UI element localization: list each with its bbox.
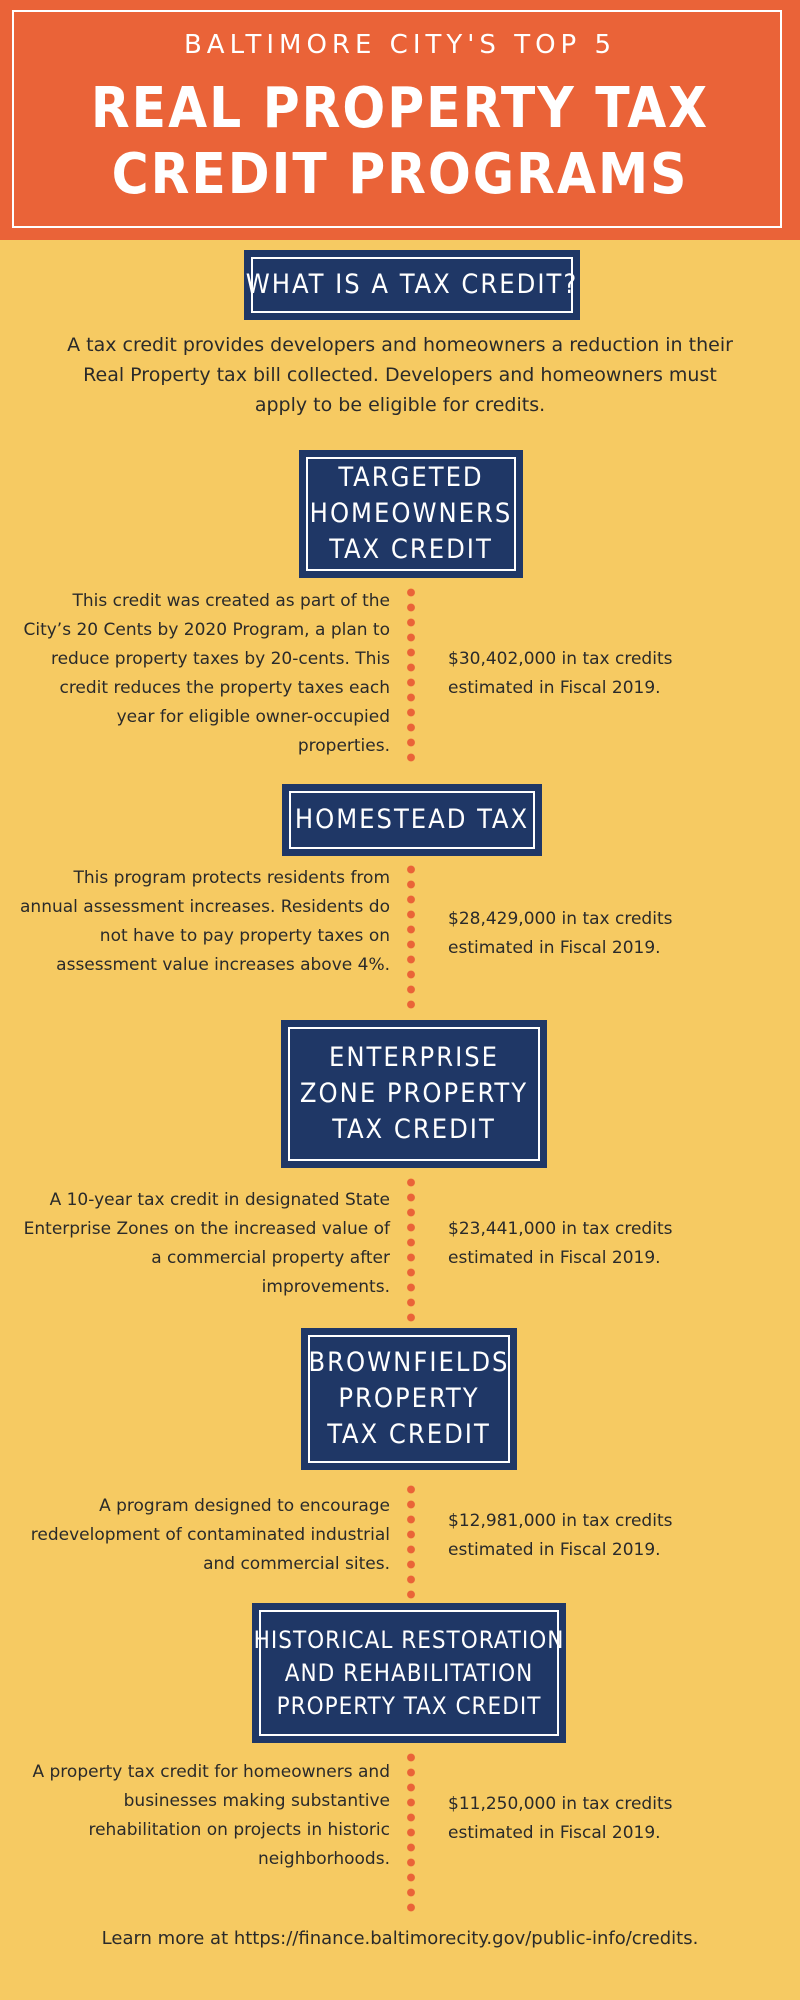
header-subtitle: BALTIMORE CITY'S TOP 5: [183, 30, 617, 60]
program-4-dotted-divider: [407, 1482, 415, 1600]
program-1-title: TARGETED HOMEOWNERS TAX CREDIT: [309, 462, 513, 565]
learn-more-link[interactable]: Learn more at https://finance.baltimorecity.gov/public-info/credits.: [101, 1928, 699, 1949]
program-5-title-box: [252, 1603, 566, 1743]
program-4-title: BROWNFIELDS PROPERTY TAX CREDIT: [308, 1347, 510, 1450]
program-3-title-box: [281, 1020, 547, 1168]
program-5-dotted-divider: [407, 1750, 415, 1915]
header-banner: [0, 0, 800, 240]
program-1-title-box: [299, 450, 523, 578]
program-1-amount: $30,402,000 in tax credits estimated in Fiscal 2019.: [448, 649, 673, 698]
page-title: [0, 76, 800, 208]
program-2-description: This program protects residents from annual assessment increases. Residents do not have to pay property taxes on assessment value increases above 4%.: [20, 868, 390, 975]
program-1-dotted-divider: [407, 585, 415, 767]
intro-heading-box: [244, 250, 580, 320]
program-2-amount: $28,429,000 in tax credits estimated in Fiscal 2019.: [448, 909, 673, 958]
program-5-description: A property tax credit for homeowners and businesses making substantive rehabilitation on projects in historic neighborhoods.: [32, 1762, 390, 1869]
program-3-amount: $23,441,000 in tax credits estimated in Fiscal 2019.: [448, 1219, 673, 1268]
intro-heading: WHAT IS A TAX CREDIT?: [245, 269, 579, 300]
title-line-1: REAL PROPERTY TAX: [90, 76, 710, 141]
title-line-2: CREDIT PROGRAMS: [111, 142, 689, 207]
program-3-dotted-divider: [407, 1175, 415, 1325]
program-5-amount: $11,250,000 in tax credits estimated in Fiscal 2019.: [448, 1794, 673, 1843]
program-2-title: HOMESTEAD TAX: [294, 804, 530, 835]
program-2-dotted-divider: [407, 862, 415, 1012]
program-4-amount: $12,981,000 in tax credits estimated in Fiscal 2019.: [448, 1511, 673, 1560]
program-3-description: A 10-year tax credit in designated State Enterprise Zones on the increased value of a commercial property after improvements.: [23, 1190, 390, 1297]
program-1-description: This credit was created as part of the City’s 20 Cents by 2020 Program, a plan to reduce property taxes by 20-cents. This credit reduces the property taxes each year for eligible owner-occupied properties.: [23, 591, 390, 756]
program-2-title-box: [282, 784, 542, 856]
intro-text: A tax credit provides developers and homeowners a reduction in their Real Property tax bill collected. Developers and homeowners must apply to be eligible for credits.: [67, 334, 733, 416]
program-5-title: HISTORICAL RESTORATION AND REHABILITATION PROPERTY TAX CREDIT: [253, 1625, 565, 1720]
program-3-title: ENTERPRISE ZONE PROPERTY TAX CREDIT: [299, 1042, 529, 1145]
program-4-title-box: [301, 1328, 517, 1470]
program-4-description: A program designed to encourage redevelopment of contaminated industrial and commercial sites.: [30, 1496, 390, 1574]
